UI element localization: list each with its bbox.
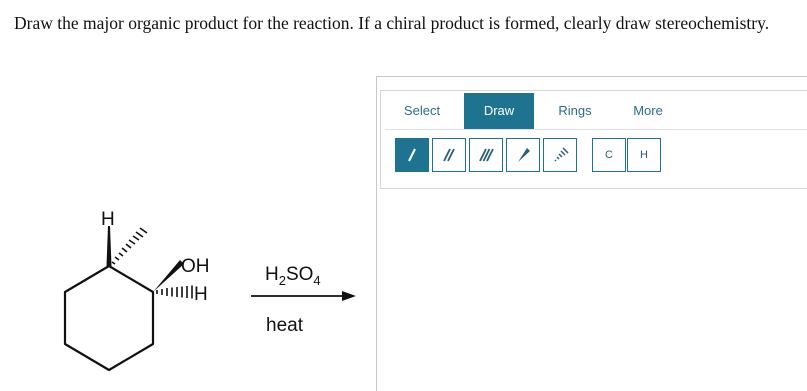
- hash-bond-upper: [112, 228, 147, 264]
- tab-divider: [385, 129, 807, 130]
- oh-label: OH: [181, 256, 210, 277]
- reagent-label: $H_2SO_4$: [265, 264, 321, 288]
- triple-bond-icon: [475, 144, 497, 166]
- h-label-right: H: [194, 284, 208, 305]
- tab-more[interactable]: More: [633, 103, 663, 118]
- single-bond-icon: [401, 144, 423, 166]
- tab-rings[interactable]: Rings: [558, 103, 592, 118]
- editor-toolbar: [380, 90, 807, 189]
- single-bond-button[interactable]: [395, 138, 429, 172]
- hash-bond-button[interactable]: [543, 138, 577, 172]
- hash-bond-icon: [549, 144, 571, 166]
- wedge-bond-icon: [512, 144, 534, 166]
- condition-label: heat: [266, 315, 303, 336]
- tab-select[interactable]: Select: [403, 103, 441, 118]
- drawing-editor[interactable]: [376, 76, 807, 391]
- hydrogen-atom-button[interactable]: H: [627, 138, 661, 172]
- question-text: Draw the major organic product for the reaction. If a chiral product is formed, clearly draw stereochemistry.: [14, 13, 770, 33]
- double-bond-button[interactable]: [432, 138, 466, 172]
- double-bond-icon: [438, 144, 460, 166]
- wedge-bond-button[interactable]: [506, 138, 540, 172]
- triple-bond-button[interactable]: [469, 138, 503, 172]
- hash-bond-right: [157, 286, 192, 299]
- carbon-atom-button[interactable]: C: [592, 138, 626, 172]
- wedge-bond-to-oh: [153, 260, 184, 292]
- cyclohexane-ring: [65, 266, 153, 370]
- tab-draw[interactable]: Draw: [464, 93, 534, 129]
- reaction-arrow: [251, 291, 356, 301]
- h-label-top: H: [101, 209, 115, 230]
- wedge-bond-to-h: [107, 226, 112, 266]
- editor-tabs: [385, 93, 807, 129]
